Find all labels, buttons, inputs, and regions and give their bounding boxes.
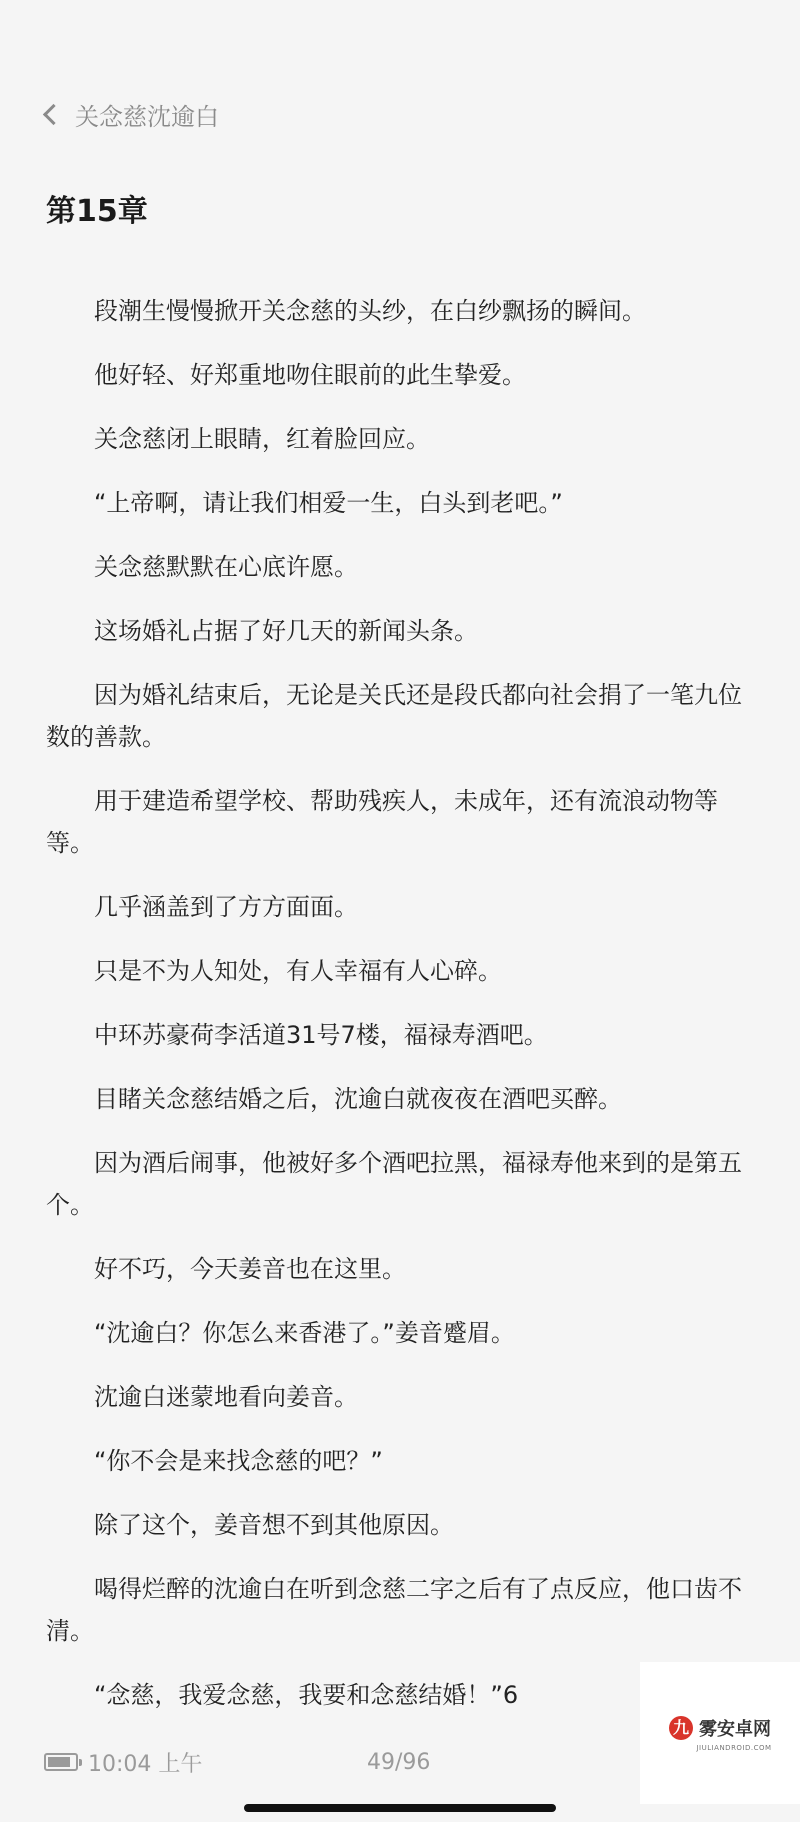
paragraph: “上帝啊，请让我们相爱一生，白头到老吧。” [94, 489, 563, 517]
chapter-title: 第15章 [46, 194, 148, 229]
watermark-logo-icon: 九 [669, 1716, 693, 1740]
paragraph: “沈逾白？你怎么来香港了。”姜音蹙眉。 [94, 1319, 515, 1347]
watermark-name: 雾安卓网 [699, 1718, 771, 1740]
home-indicator[interactable] [244, 1804, 556, 1812]
page-counter: 49/96 [367, 1749, 431, 1775]
paragraph: 关念慈默默在心底许愿。 [94, 553, 358, 581]
paragraph: “你不会是来找念慈的吧？” [94, 1447, 383, 1475]
paragraph: 好不巧，今天姜音也在这里。 [94, 1255, 406, 1283]
paragraph: 只是不为人知处，有人幸福有人心碎。 [94, 957, 502, 985]
paragraph: 他好轻、好郑重地吻住眼前的此生挚爱。 [94, 361, 526, 389]
paragraph: 喝得烂醉的沈逾白在听到念慈二字之后有了点反应，他口齿不清。 [46, 1575, 742, 1645]
clock-time: 10:04 上午 [88, 1751, 203, 1777]
paragraph: 中环苏豪荷李活道31号7楼，福禄寿酒吧。 [94, 1021, 548, 1049]
book-title: 关念慈沈逾白 [75, 102, 219, 131]
paragraph: “念慈，我爱念慈，我要和念慈结婚！”6 [94, 1681, 519, 1709]
paragraph: 沈逾白迷蒙地看向姜音。 [94, 1383, 358, 1411]
paragraph: 除了这个，姜音想不到其他原因。 [94, 1511, 454, 1539]
chapter-content [46, 290, 758, 1738]
paragraph: 因为酒后闹事，他被好多个酒吧拉黑，福禄寿他来到的是第五个。 [46, 1149, 742, 1219]
watermark-subtitle: JIULIANDROID.COM [696, 1743, 772, 1752]
chevron-left-icon [43, 103, 64, 124]
paragraph: 几乎涵盖到了方方面面。 [94, 893, 358, 921]
back-link[interactable] [42, 96, 219, 132]
paragraph: 目睹关念慈结婚之后，沈逾白就夜夜在酒吧买醉。 [94, 1085, 622, 1113]
paragraph: 关念慈闭上眼睛，红着脸回应。 [94, 425, 430, 453]
site-watermark [640, 1662, 800, 1804]
paragraph: 用于建造希望学校、帮助残疾人，未成年，还有流浪动物等等。 [46, 787, 718, 857]
paragraph: 因为婚礼结束后，无论是关氏还是段氏都向社会捐了一笔九位数的善款。 [46, 681, 742, 751]
battery-icon [44, 1753, 78, 1771]
paragraph: 这场婚礼占据了好几天的新闻头条。 [94, 617, 478, 645]
paragraph: 段潮生慢慢掀开关念慈的头纱，在白纱飘扬的瞬间。 [94, 297, 646, 325]
